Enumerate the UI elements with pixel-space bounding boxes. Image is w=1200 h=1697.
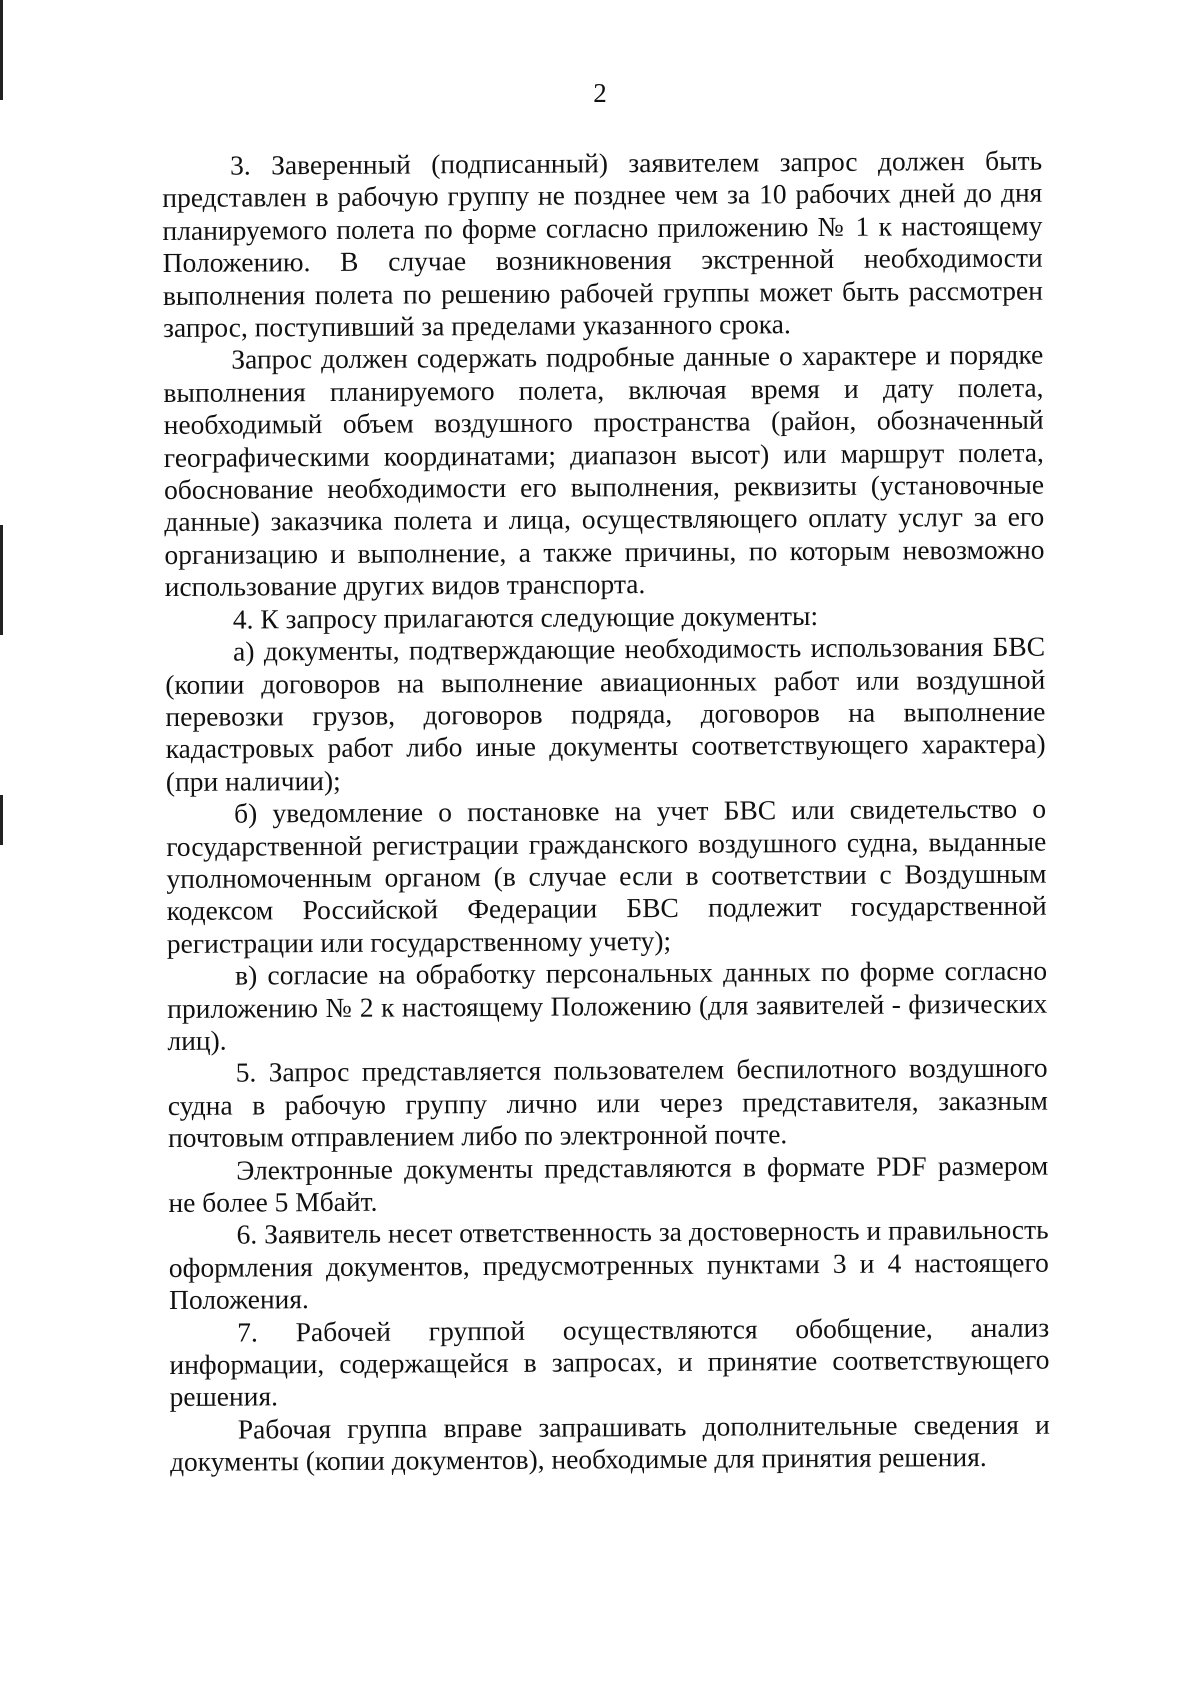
paragraph-working-group-rights: Рабочая группа вправе запрашивать дополнительные сведения и документы (копии документов), необходимые для принятия решения. (169, 1408, 1050, 1478)
scan-edge-mark (0, 795, 3, 845)
paragraph-item-4v: в) согласие на обработку персональных данных по форме согласно приложению № 2 к настоящему Положению (для заявителей - физических лиц). (167, 954, 1048, 1056)
paragraph-item-4a: а) документы, подтверждающие необходимость использования БВС (копии договоров на выполнение авиационных работ или воздушной перевозки грузов, договоров подряда, договоров на выполнение кадастровых работ либо иные документы соответствующего характера) (при наличии); (165, 630, 1046, 797)
document-body (162, 145, 1050, 1479)
paragraph-item-3: 3. Заверенный (подписанный) заявителем запрос должен быть представлен в рабочую группу не позднее чем за 10 рабочих дней до дня планируемого полета по форме согласно приложению № 1 к настоящему Положению. В случае возникновения экстренной необходимости выполнения полета по решению рабочей группы может быть рассмотрен запрос, поступивший за пределами указанного срока. (162, 144, 1043, 344)
paragraph-item-6: 6. Заявитель несет ответственность за достоверность и правильность оформления документов, предусмотренных пунктами 3 и 4 настоящего Положения. (168, 1214, 1049, 1316)
paragraph-item-4b: б) уведомление о постановке на учет БВС или свидетельство о государственной регистрации гражданского воздушного судна, выданные уполномоченным органом (в случае если в соответствии с Воздушным кодексом Российской Федерации БВС подлежит государственной регистрации или государственному учету); (166, 792, 1047, 959)
page-number: 2 (593, 78, 607, 108)
paragraph-electronic-docs: Электронные документы представляются в формате PDF размером не более 5 Мбайт. (168, 1149, 1049, 1218)
scan-edge-mark (0, 525, 3, 635)
paragraph-request-contents: Запрос должен содержать подробные данные о характере и порядке выполнения планируемого полета, включая время и дату полета, необходимый объем воздушного пространства (район, обозначенный географическими координатами; диапазон высот) или маршрут полета, обоснование необходимости его выполнения, реквизиты (установочные данные) заказчика полета и лица, осуществляющего оплату услуг за его организацию и выполнение, а также причины, по которым невозможно использование других видов транспорта. (163, 339, 1045, 603)
paragraph-item-7: 7. Рабочей группой осуществляются обобщение, анализ информации, содержащейся в запросах, и принятие соответствующего решения. (169, 1311, 1050, 1413)
paragraph-item-4: 4. К запросу прилагаются следующие документы: (232, 599, 819, 635)
paragraph-item-5: 5. Запрос представляется пользователем беспилотного воздушного судна в рабочую группу лично или через представителя, заказным почтовым отправлением либо по электронной почте. (167, 1051, 1048, 1154)
